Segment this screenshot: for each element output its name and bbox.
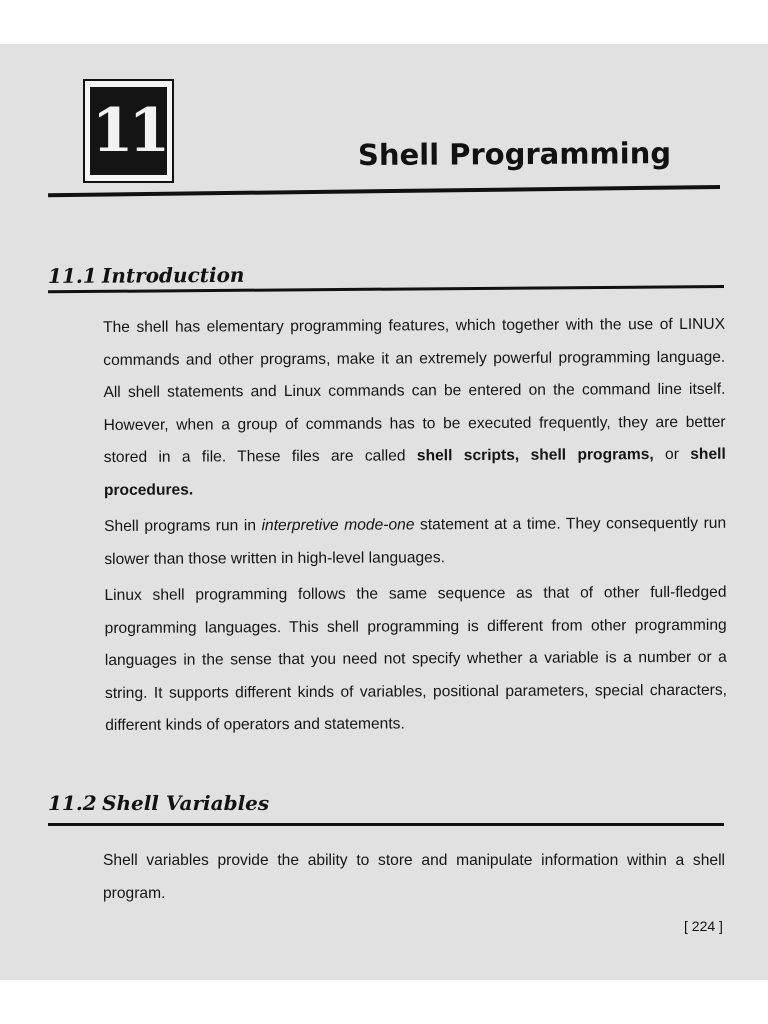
section-title: Introduction (101, 262, 245, 288)
paragraph (104, 577, 727, 743)
section-heading-introduction (48, 263, 245, 288)
emphasis-text: shell procedures. (103, 445, 726, 499)
page-number: [ 224 ] (684, 918, 723, 934)
section-title: Shell Variables (102, 791, 270, 815)
section-rule-shell-variables (48, 823, 724, 826)
book-page (0, 44, 768, 980)
paragraph (103, 845, 725, 910)
chapter-number-badge (83, 79, 174, 183)
paragraph-text: Linux shell programming follows the same sequence as that of other full-fledged programming languages. This shell programming is different from other programming languages in the sense that you need not specify whether a variable is a number or a string. It supports different kinds of variables, positional parameters, special characters, different kinds of operators and statements. (104, 583, 728, 734)
section-body-introduction (103, 309, 727, 747)
emphasis-text: shell scripts, shell programs, (416, 446, 654, 465)
section-body-shell-variables (103, 845, 725, 914)
emphasis-text: interpretive mode-one (261, 516, 415, 535)
paragraph-text: statement at a time. They consequently run slower than those written in high-level languages. (104, 514, 727, 568)
paragraph (103, 309, 726, 507)
paragraph-text: Shell variables provide the ability to store and manipulate information within a shell program. (103, 852, 725, 902)
chapter-title: Shell Programming (357, 136, 672, 172)
chapter-number: 11 (90, 87, 167, 175)
paragraph-text: or (653, 445, 691, 464)
section-heading-shell-variables (48, 791, 269, 815)
paragraph (104, 508, 726, 576)
section-number: 11.2 (48, 791, 97, 815)
paragraph-text: The shell has elementary programming features, which together with the use of LINUX commands and other programs, make it an extremely powerful programming language. All shell statements and Linux commands can be entered on the command line itself. However, when a group of commands has to be executed frequently, they are better stored in a file. These files are called (103, 315, 726, 466)
paragraph-text: Shell programs run in (104, 517, 262, 535)
section-number: 11.1 (47, 263, 97, 288)
chapter-title-rule (48, 185, 720, 197)
